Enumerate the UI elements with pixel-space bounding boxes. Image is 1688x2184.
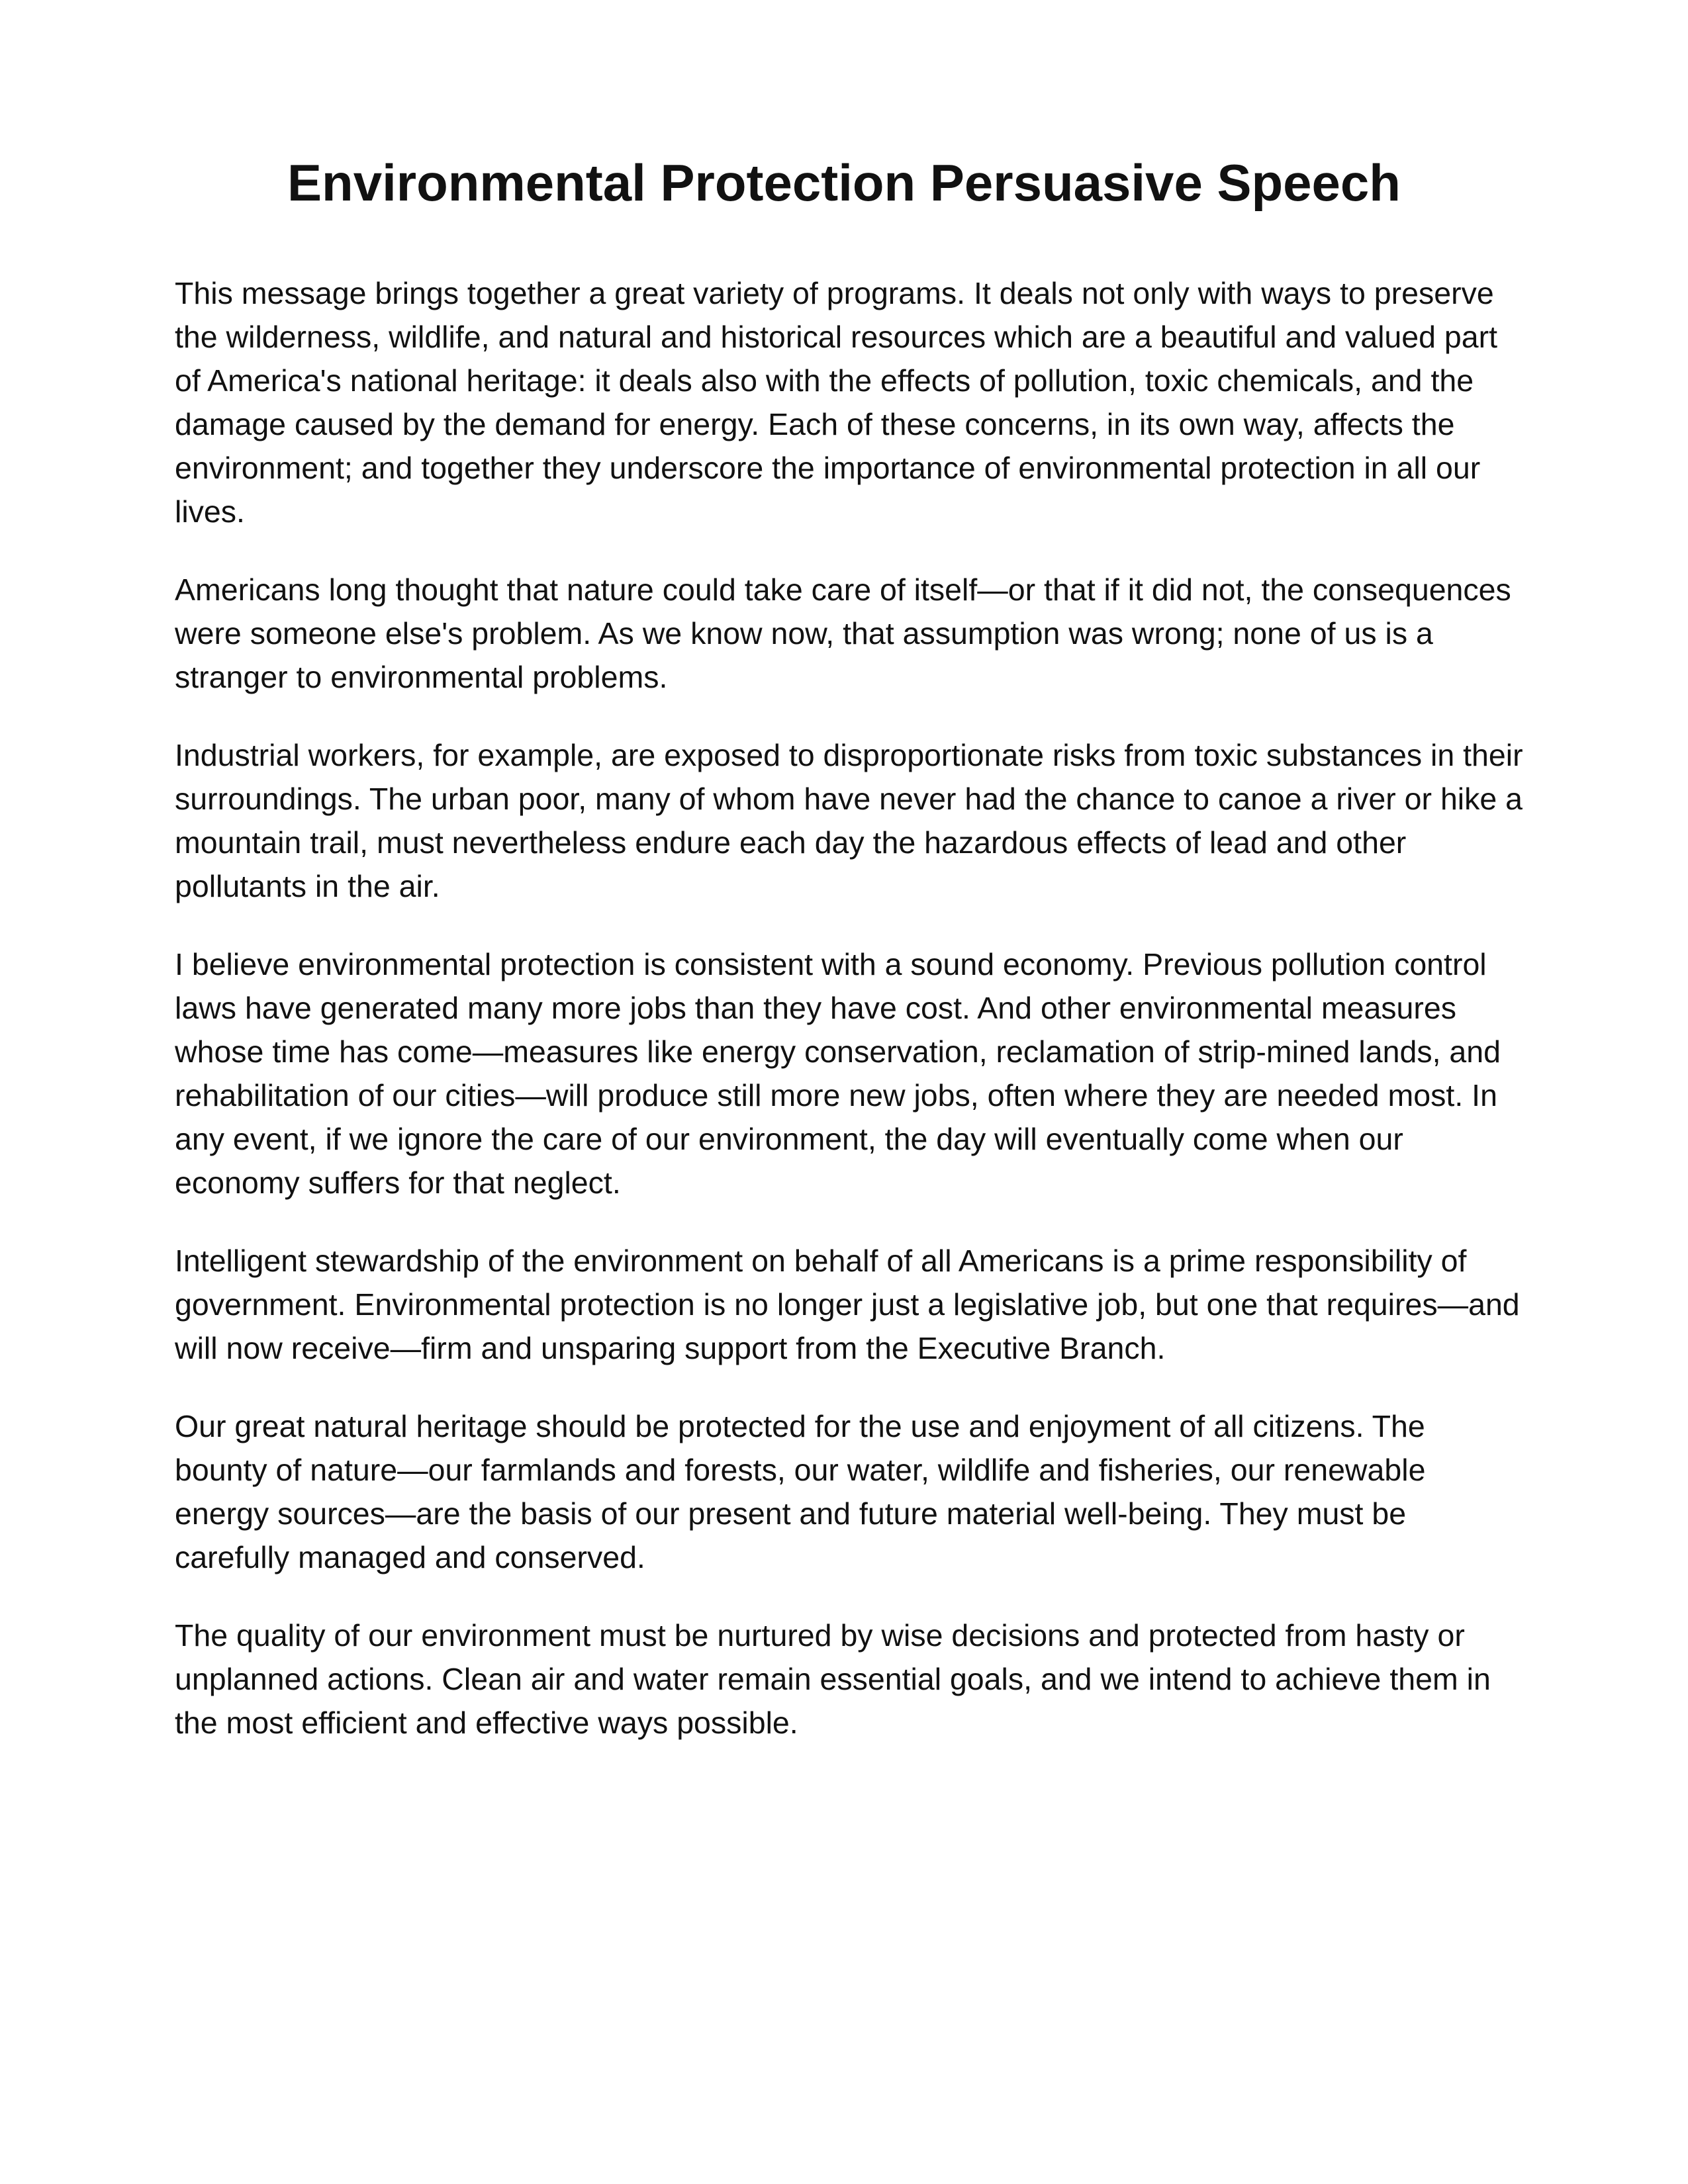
paragraph-4: I believe environmental protection is consistent with a sound economy. Previous pollution control laws have generated many more jobs than they have cost. And other environmental measures whose time has come—measures like energy conservation, reclamation of strip-mined lands, and rehabilitation of our cities—will produce still more new jobs, often where they are needed most. In any event, if we ignore the care of our environment, the day will eventually come when our economy suffers for that neglect. — [175, 947, 1501, 1200]
document-body — [175, 271, 1525, 1779]
paragraph-5: Intelligent stewardship of the environment on behalf of all Americans is a prime responsibility of government. Environmental protection is no longer just a legislative job, but one that requires—and will now receive—firm and unsparing support from the Executive Branch. — [175, 1244, 1520, 1365]
document-title: Environmental Protection Persuasive Speech — [287, 154, 1401, 212]
paragraph-1: This message brings together a great variety of programs. It deals not only with ways to preserve the wilderness, wildlife, and natural and historical resources which are a beautiful and valued part of America's national heritage: it deals also with the effects of pollution, toxic chemicals, and the damage caused by the demand for energy. Each of these concerns, in its own way, affects the environment; and together they underscore the importance of environmental protection in all our lives. — [175, 276, 1498, 529]
paragraph-2: Americans long thought that nature could take care of itself—or that if it did not, the consequences were someone else's problem. As we know now, that assumption was wrong; none of us is a stranger to environmental problems. — [175, 572, 1511, 694]
paragraph-7: The quality of our environment must be nurtured by wise decisions and protected from hasty or unplanned actions. Clean air and water remain essential goals, and we intend to achieve them in the most efficient and effective ways possible. — [175, 1618, 1491, 1740]
paragraph-3: Industrial workers, for example, are exposed to disproportionate risks from toxic substances in their surroundings. The urban poor, many of whom have never had the chance to canoe a river or hike a mountain trail, must nevertheless endure each day the hazardous effects of lead and other pollutants in the air. — [175, 738, 1523, 903]
paragraph-6: Our great natural heritage should be protected for the use and enjoyment of all citizens. The bounty of nature—our farmlands and forests, our water, wildlife and fisheries, our renewable energy sources—are the basis of our present and future material well-being. They must be carefully managed and conserved. — [175, 1409, 1426, 1574]
